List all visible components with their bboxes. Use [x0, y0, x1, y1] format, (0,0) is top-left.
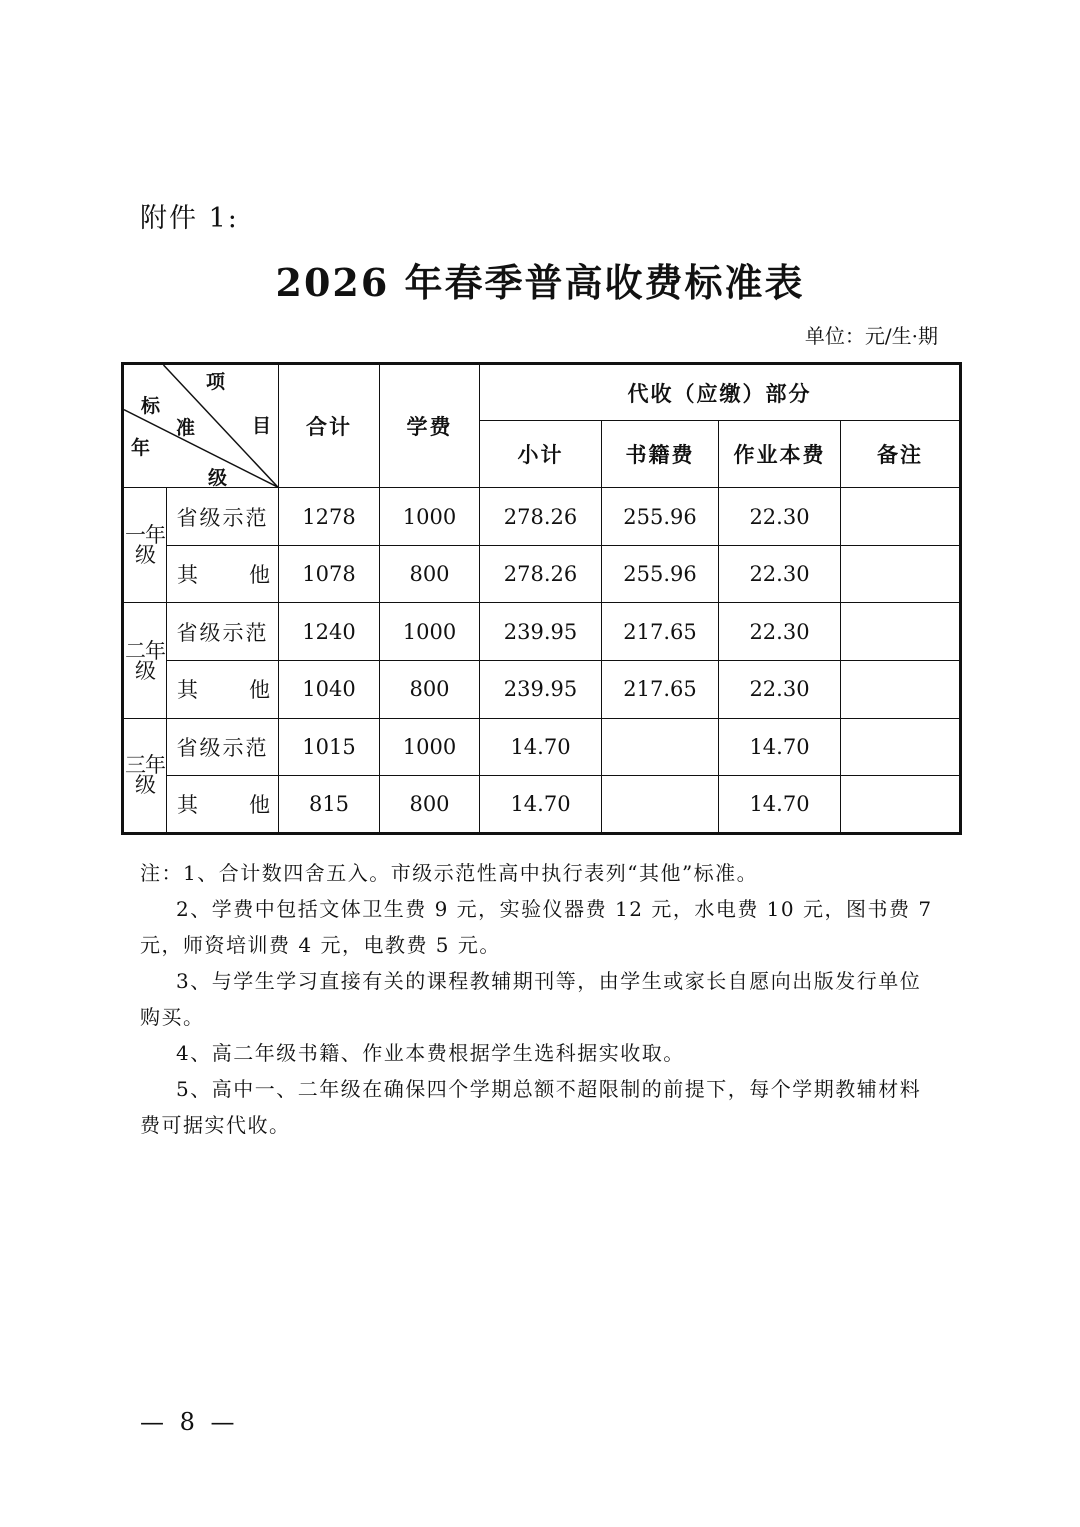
books-cell: [602, 718, 719, 775]
remark-cell: [841, 775, 961, 833]
diag-zhun: 准: [176, 417, 196, 439]
workbook-cell: 22.30: [719, 546, 841, 603]
note-1: 注：1、合计数四舍五入。市级示范性高中执行表列“其他”标准。: [140, 861, 759, 885]
workbook-cell: 14.70: [719, 718, 841, 775]
note-4: 4、高二年级书籍、作业本费根据学生选科据实收取。: [176, 1041, 685, 1065]
grade-label: 一年级: [123, 488, 167, 603]
table-row: [123, 718, 961, 775]
books-cell: 255.96: [602, 488, 719, 546]
category-cell: 省级示范: [167, 603, 279, 660]
workbook-cell: 22.30: [719, 488, 841, 546]
books-cell: 217.65: [602, 603, 719, 660]
table-row: [123, 546, 961, 603]
header-tuition: 学费: [380, 364, 480, 488]
header-remark: 备注: [841, 421, 961, 488]
remark-cell: [841, 546, 961, 603]
diag-mu: 目: [252, 415, 272, 437]
books-cell: 217.65: [602, 660, 719, 718]
remark-cell: [841, 603, 961, 660]
remark-cell: [841, 660, 961, 718]
workbook-cell: 22.30: [719, 660, 841, 718]
category-cell: 省级示范: [167, 718, 279, 775]
remark-cell: [841, 718, 961, 775]
attachment-label: 附件 1:: [140, 203, 239, 234]
fee-table: [121, 362, 962, 835]
tuition-cell: 1000: [380, 488, 480, 546]
total-cell: 1078: [279, 546, 380, 603]
header-workbook: 作业本费: [719, 421, 841, 488]
category-cell: 其 他: [167, 660, 279, 718]
tuition-cell: 1000: [380, 603, 480, 660]
header-books: 书籍费: [602, 421, 719, 488]
table-row: [123, 488, 961, 546]
tuition-cell: 800: [380, 660, 480, 718]
total-cell: 1240: [279, 603, 380, 660]
total-cell: 1015: [279, 718, 380, 775]
category-cell: 其 他: [167, 775, 279, 833]
diag-xiang: 项: [206, 371, 226, 393]
subtotal-cell: 239.95: [480, 660, 602, 718]
tuition-cell: 1000: [380, 718, 480, 775]
table-row: [123, 603, 961, 660]
table-row: [123, 660, 961, 718]
total-cell: 1040: [279, 660, 380, 718]
workbook-cell: 22.30: [719, 603, 841, 660]
unit-label: 单位：元/生·期: [804, 324, 938, 348]
diag-ji: 级: [208, 467, 228, 489]
total-cell: 1278: [279, 488, 380, 546]
note-2: 2、学费中包括文体卫生费 9 元，实验仪器费 12 元，水电费 10 元，图书费 7 元，师资培训费 4 元，电教费 5 元。: [140, 897, 933, 957]
workbook-cell: 14.70: [719, 775, 841, 833]
subtotal-cell: 278.26: [480, 488, 602, 546]
remark-cell: [841, 488, 961, 546]
category-cell: 其 他: [167, 546, 279, 603]
diag-biao: 标: [141, 395, 161, 417]
header-subtotal: 小计: [480, 421, 602, 488]
note-3: 3、与学生学习直接有关的课程教辅期刊等，由学生或家长自愿向出版发行单位购买。: [140, 969, 922, 1029]
diagonal-header-cell: [123, 364, 279, 488]
header-total: 合计: [279, 364, 380, 488]
books-cell: 255.96: [602, 546, 719, 603]
note-5: 5、高中一、二年级在确保四个学期总额不超限制的前提下，每个学期教辅材料费可据实代收。: [140, 1077, 922, 1137]
grade-label: 二年级: [123, 603, 167, 718]
page-title: 2026 年春季普高收费标准表: [275, 260, 805, 305]
subtotal-cell: 278.26: [480, 546, 602, 603]
page-number: — 8 —: [140, 1408, 239, 1436]
books-cell: [602, 775, 719, 833]
tuition-cell: 800: [380, 546, 480, 603]
header-row-1: [123, 364, 961, 421]
subtotal-cell: 14.70: [480, 718, 602, 775]
grade-label: 三年级: [123, 718, 167, 833]
diag-nian: 年: [131, 437, 151, 459]
subtotal-cell: 14.70: [480, 775, 602, 833]
subtotal-cell: 239.95: [480, 603, 602, 660]
tuition-cell: 800: [380, 775, 480, 833]
category-cell: 省级示范: [167, 488, 279, 546]
table-row: [123, 775, 961, 833]
header-collect: 代收（应缴）部分: [480, 364, 961, 421]
notes-section: [140, 855, 940, 1143]
total-cell: 815: [279, 775, 380, 833]
